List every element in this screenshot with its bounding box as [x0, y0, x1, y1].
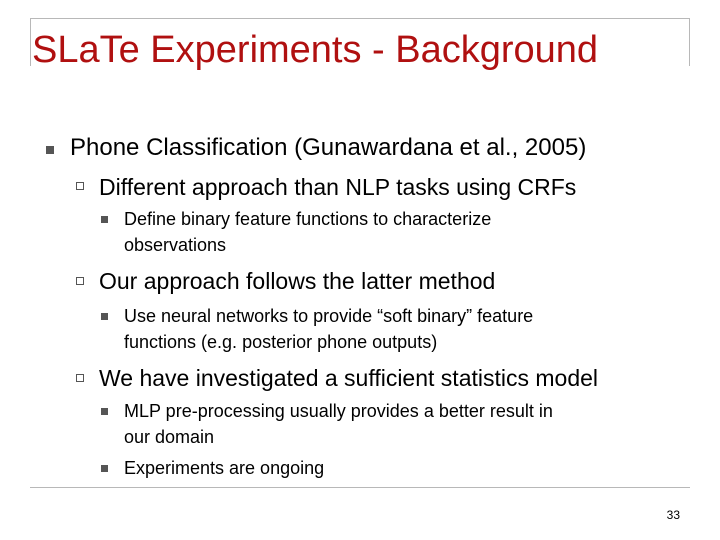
footer-divider-line	[30, 487, 690, 488]
bullet-define-binary-line1: Define binary feature functions to characterize	[124, 209, 492, 229]
bullet-mlp-line2: our domain	[124, 427, 215, 447]
bullet-neural-networks-line1: Use neural networks to provide “soft binary” feature	[124, 306, 534, 326]
bullet-different-approach: Different approach than NLP tasks using CRFs	[99, 174, 577, 200]
filled-square-bullet-icon	[46, 146, 54, 154]
bullet-mlp-line1: MLP pre-processing usually provides a better result in	[124, 401, 553, 421]
slide-title: SLaTe Experiments - Background	[32, 29, 599, 71]
bullet-neural-networks-line2: functions (e.g. posterior phone outputs)	[124, 332, 438, 352]
hollow-square-bullet-icon	[76, 182, 84, 190]
bullet-our-approach: Our approach follows the latter method	[99, 268, 496, 294]
small-filled-square-bullet-icon	[101, 408, 108, 415]
hollow-square-bullet-icon	[76, 374, 84, 382]
bullet-sufficient-statistics: We have investigated a sufficient statistics model	[99, 365, 599, 391]
title-frame-right-line	[689, 18, 690, 66]
small-filled-square-bullet-icon	[101, 216, 108, 223]
small-filled-square-bullet-icon	[101, 313, 108, 320]
title-frame-top-line	[30, 18, 690, 19]
bullet-experiments-ongoing: Experiments are ongoing	[124, 458, 325, 478]
small-filled-square-bullet-icon	[101, 465, 108, 472]
bullet-define-binary-line2: observations	[124, 235, 227, 255]
bullet-phone-classification: Phone Classification (Gunawardana et al., 2005)	[70, 134, 587, 161]
title-frame-left-line	[30, 18, 31, 66]
hollow-square-bullet-icon	[76, 277, 84, 285]
page-number: 33	[666, 508, 680, 522]
